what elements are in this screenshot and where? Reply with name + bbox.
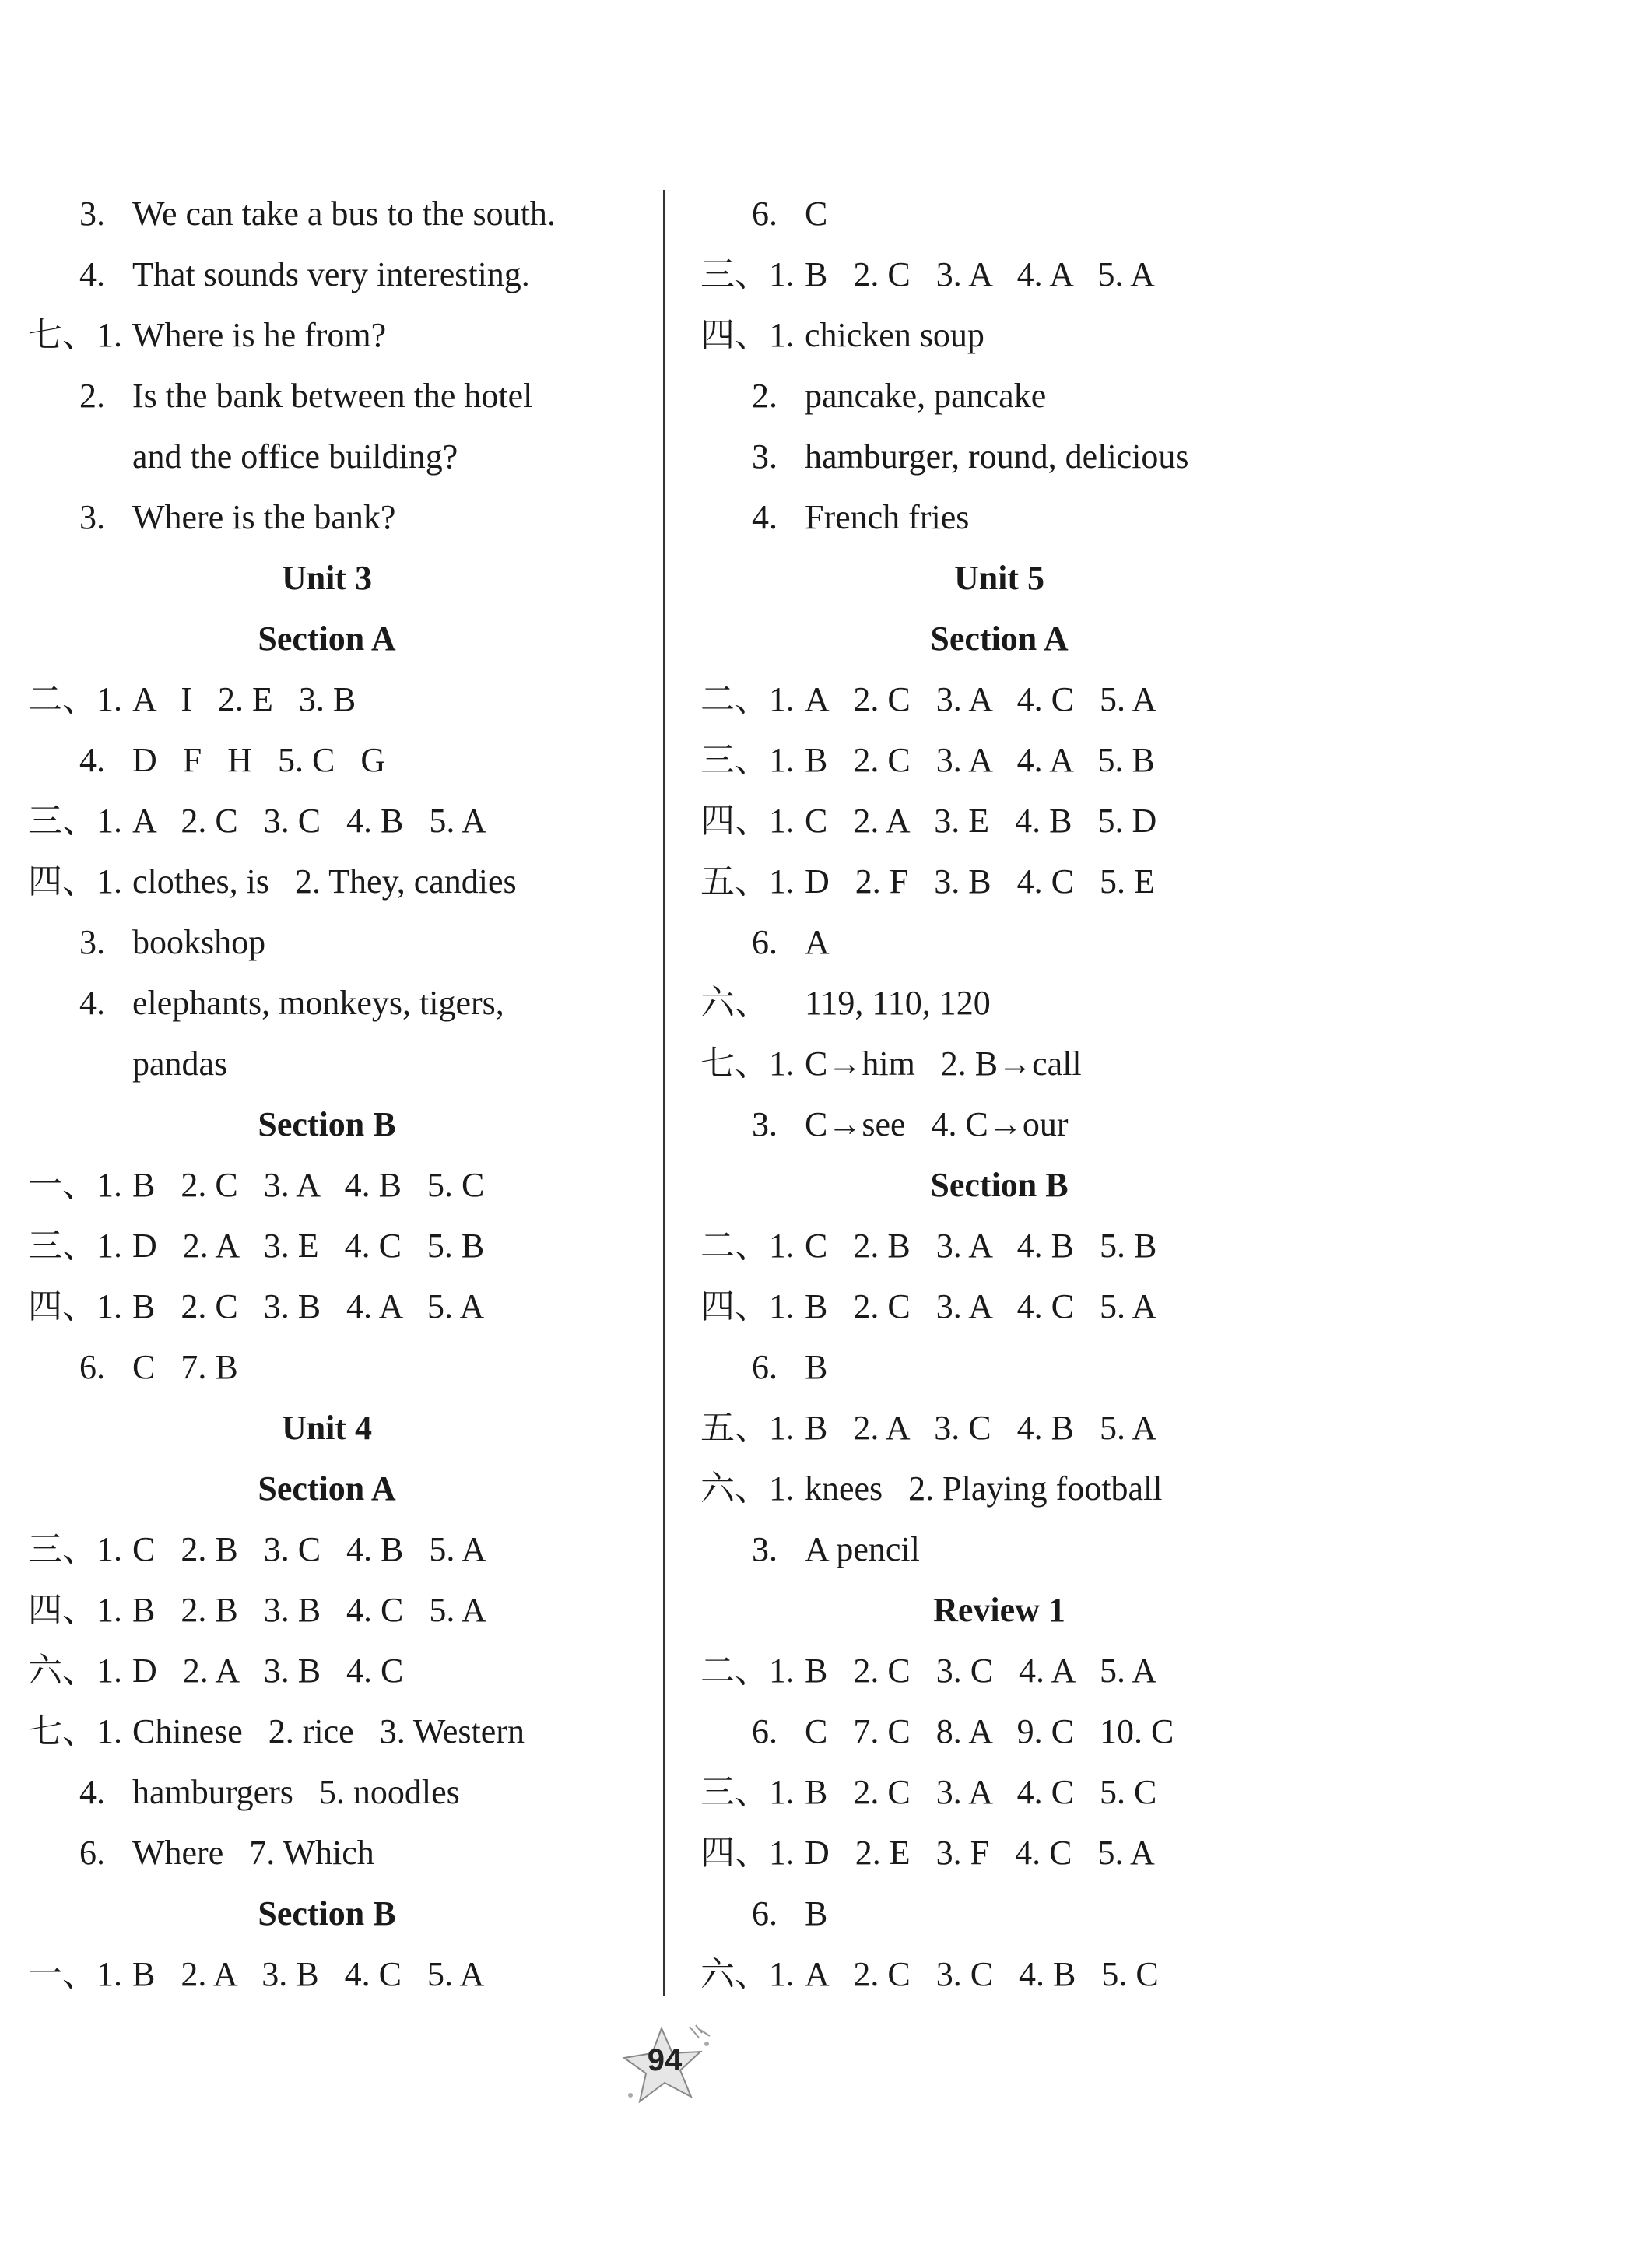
answer-line <box>28 912 651 973</box>
section-heading <box>28 1094 651 1155</box>
section-heading <box>700 1580 1323 1641</box>
answer-text: knees 2. Playing football <box>805 1469 1163 1508</box>
heading-text: Unit 5 <box>953 559 1045 597</box>
answer-label: 七、1. <box>28 1712 122 1750</box>
answer-text: 119, 110, 120 <box>805 984 991 1022</box>
answer-text: D F H 5. C G <box>132 741 386 779</box>
answer-label: 4. <box>79 1773 105 1811</box>
answer-text: D 2. F 3. B 4. C 5. E <box>805 862 1155 901</box>
answer-label: 三、1. <box>700 255 795 293</box>
answer-text: C 2. B 3. C 4. B 5. A <box>132 1530 486 1568</box>
answer-line <box>28 1641 651 1701</box>
answer-line <box>28 1580 651 1641</box>
answer-label: 一、1. <box>28 1166 122 1204</box>
answer-line <box>28 427 651 487</box>
answer-text: D 2. A 3. B 4. C <box>132 1652 404 1690</box>
answer-label: 二、1. <box>28 680 122 718</box>
answer-label: 四、1. <box>700 316 795 354</box>
answer-text: C 2. B 3. A 4. B 5. B <box>805 1227 1157 1265</box>
answer-text: B <box>805 1348 828 1386</box>
answer-label: 3. <box>752 1105 777 1143</box>
answer-text: B 2. C 3. C 4. A 5. A <box>805 1652 1157 1690</box>
answer-text: pandas <box>132 1044 228 1083</box>
answer-line <box>28 244 651 305</box>
answer-line <box>700 244 1323 305</box>
answer-label: 4. <box>752 498 777 536</box>
answer-line <box>28 1034 651 1094</box>
answer-label: 四、1. <box>28 1591 122 1629</box>
answer-label: 6. <box>752 1894 777 1933</box>
answer-label: 4. <box>79 255 105 293</box>
answer-line <box>28 184 651 244</box>
answer-label: 六、 <box>700 984 769 1022</box>
answer-label: 6. <box>752 923 777 961</box>
answer-text: C→see 4. C→our <box>805 1105 1069 1143</box>
answer-line <box>700 730 1323 791</box>
answer-label: 2. <box>79 377 105 415</box>
answer-line <box>28 487 651 548</box>
left-column <box>28 184 651 2005</box>
answer-text: C 7. C 8. A 9. C 10. C <box>805 1712 1174 1750</box>
answer-label: 6. <box>752 1712 777 1750</box>
answer-line <box>700 184 1323 244</box>
answer-text: B 2. C 3. A 4. A 5. A <box>805 255 1155 293</box>
answer-label: 二、1. <box>700 1227 795 1265</box>
answer-label: 3. <box>79 498 105 536</box>
section-heading <box>700 609 1323 669</box>
answer-line <box>28 305 651 366</box>
section-heading <box>28 1884 651 1944</box>
answer-text: Where is he from? <box>132 316 387 354</box>
answer-text: B <box>805 1894 828 1933</box>
answer-line <box>28 1337 651 1398</box>
answer-label: 四、1. <box>700 802 795 840</box>
answer-text: bookshop <box>132 923 266 961</box>
answer-label: 二、1. <box>700 1652 795 1690</box>
answer-line <box>700 427 1323 487</box>
answer-line <box>28 851 651 912</box>
answer-label: 七、1. <box>700 1044 795 1083</box>
answer-text: D 2. E 3. F 4. C 5. A <box>805 1834 1155 1872</box>
answer-line <box>700 1276 1323 1337</box>
answer-label: 4. <box>79 984 105 1022</box>
answer-line <box>700 1216 1323 1276</box>
answer-line <box>28 1216 651 1276</box>
answer-label: 一、1. <box>28 1955 122 1993</box>
answer-label: 6. <box>79 1834 105 1872</box>
answer-label: 六、1. <box>700 1955 795 1993</box>
section-heading <box>28 1459 651 1519</box>
answer-text: C→him 2. B→call <box>805 1044 1082 1083</box>
answer-line <box>700 366 1323 427</box>
section-heading <box>700 548 1323 609</box>
answer-text: A 2. C 3. C 4. B 5. A <box>132 802 486 840</box>
answer-label: 6. <box>752 1348 777 1386</box>
answer-label: 六、1. <box>28 1652 122 1690</box>
heading-text: Section B <box>930 1166 1069 1204</box>
answer-label: 四、1. <box>28 862 122 901</box>
answer-text: B 2. C 3. A 4. C 5. C <box>805 1773 1157 1811</box>
answer-text: D 2. A 3. E 4. C 5. B <box>132 1227 485 1265</box>
answer-text: hamburger, round, delicious <box>805 437 1189 476</box>
answer-line <box>28 669 651 730</box>
answer-label: 三、1. <box>700 1773 795 1811</box>
answer-text: Where 7. Which <box>132 1834 374 1872</box>
answer-line <box>700 1762 1323 1823</box>
answer-label: 四、1. <box>28 1287 122 1325</box>
answer-line <box>700 1701 1323 1762</box>
answer-text: A 2. C 3. C 4. B 5. C <box>805 1955 1159 1993</box>
right-column <box>700 184 1323 2005</box>
answer-line <box>28 730 651 791</box>
answer-text: B 2. C 3. A 4. B 5. C <box>132 1166 485 1204</box>
answer-label: 6. <box>752 195 777 233</box>
answer-label: 五、1. <box>700 862 795 901</box>
answer-label: 3. <box>79 195 105 233</box>
heading-text: Review 1 <box>933 1591 1065 1629</box>
answer-label: 三、1. <box>28 1227 122 1265</box>
answer-text: C 2. A 3. E 4. B 5. D <box>805 802 1157 840</box>
answer-text: B 2. C 3. A 4. A 5. B <box>805 741 1155 779</box>
answer-line <box>28 1276 651 1337</box>
answer-label: 三、1. <box>700 741 795 779</box>
answer-label: 六、1. <box>700 1469 795 1508</box>
answer-line <box>700 1944 1323 2005</box>
page-number: 94 <box>647 2043 683 2077</box>
answer-text: B 2. A 3. C 4. B 5. A <box>805 1409 1157 1447</box>
answer-line <box>700 1094 1323 1155</box>
answer-line <box>28 1823 651 1884</box>
answer-text: Where is the bank? <box>132 498 396 536</box>
answer-text: and the office building? <box>132 437 458 476</box>
answer-text: A <box>805 923 830 961</box>
answer-text: French fries <box>805 498 970 536</box>
answer-text: hamburgers 5. noodles <box>132 1773 460 1811</box>
answer-text: C <box>805 195 828 233</box>
answer-line <box>700 912 1323 973</box>
answer-line <box>700 1034 1323 1094</box>
answer-line <box>700 1884 1323 1944</box>
section-heading <box>28 609 651 669</box>
answer-line <box>28 1519 651 1580</box>
answer-line <box>28 1944 651 2005</box>
answer-label: 4. <box>79 741 105 779</box>
answer-line <box>700 1459 1323 1519</box>
answer-line <box>700 305 1323 366</box>
answer-text: B 2. C 3. A 4. C 5. A <box>805 1287 1157 1325</box>
heading-text: Section A <box>258 1469 396 1508</box>
answer-line <box>700 1337 1323 1398</box>
answer-line <box>700 1641 1323 1701</box>
answer-label: 2. <box>752 377 777 415</box>
answer-line <box>700 1823 1323 1884</box>
answer-text: We can take a bus to the south. <box>132 195 556 233</box>
answer-text: A 2. C 3. A 4. C 5. A <box>805 680 1157 718</box>
answer-label: 3. <box>752 1530 777 1568</box>
answer-line <box>28 1762 651 1823</box>
answer-line <box>700 791 1323 851</box>
answer-line <box>700 1398 1323 1459</box>
answer-text: chicken soup <box>805 316 984 354</box>
answer-text: B 2. A 3. B 4. C 5. A <box>132 1955 485 1993</box>
answer-text: elephants, monkeys, tigers, <box>132 984 504 1022</box>
section-heading <box>700 1155 1323 1216</box>
answer-line <box>700 487 1323 548</box>
answer-line <box>28 1155 651 1216</box>
answer-label: 七、1. <box>28 316 122 354</box>
answer-text: pancake, pancake <box>805 377 1047 415</box>
answer-label: 3. <box>752 437 777 476</box>
heading-text: Unit 3 <box>281 559 373 597</box>
section-heading <box>28 1398 651 1459</box>
section-heading <box>28 548 651 609</box>
answer-label: 3. <box>79 923 105 961</box>
answer-label: 四、1. <box>700 1287 795 1325</box>
answer-text: C 7. B <box>132 1348 238 1386</box>
answer-label: 四、1. <box>700 1834 795 1872</box>
answer-text: B 2. C 3. B 4. A 5. A <box>132 1287 485 1325</box>
answer-line <box>700 973 1323 1034</box>
answer-text: clothes, is 2. They, candies <box>132 862 517 901</box>
answer-text: B 2. B 3. B 4. C 5. A <box>132 1591 486 1629</box>
answer-line <box>700 851 1323 912</box>
answer-label: 三、1. <box>28 802 122 840</box>
heading-text: Section A <box>930 620 1069 658</box>
answer-line <box>700 669 1323 730</box>
answer-line <box>28 1701 651 1762</box>
answer-line <box>28 791 651 851</box>
answer-label: 6. <box>79 1348 105 1386</box>
answer-text: A pencil <box>805 1530 920 1568</box>
answer-text: That sounds very interesting. <box>132 255 530 293</box>
answer-line <box>700 1519 1323 1580</box>
answer-label: 三、1. <box>28 1530 122 1568</box>
column-divider <box>663 190 665 1996</box>
answer-text: A I 2. E 3. B <box>132 680 356 718</box>
answer-text: Is the bank between the hotel <box>132 377 533 415</box>
answer-line <box>28 366 651 427</box>
heading-text: Section B <box>258 1105 396 1143</box>
heading-text: Section A <box>258 620 396 658</box>
answer-text: Chinese 2. rice 3. Western <box>132 1712 525 1750</box>
answer-label: 二、1. <box>700 680 795 718</box>
heading-text: Section B <box>258 1894 396 1933</box>
heading-text: Unit 4 <box>281 1409 373 1447</box>
answer-label: 五、1. <box>700 1409 795 1447</box>
answer-line <box>28 973 651 1034</box>
